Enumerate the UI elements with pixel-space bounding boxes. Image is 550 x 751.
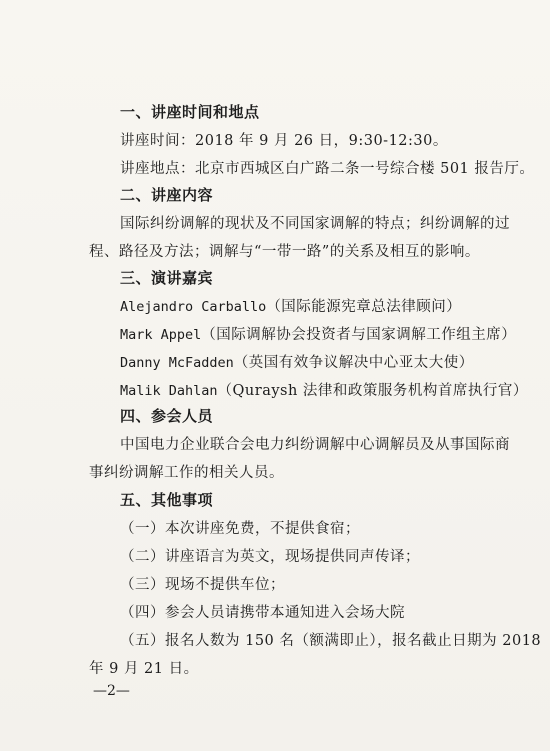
section-1-heading: 一、讲座时间和地点 — [120, 103, 260, 121]
section-2-heading: 二、讲座内容 — [120, 186, 214, 204]
speaker-role: （国际能源宪章总法律顾问） — [266, 299, 462, 315]
content-line-1: 国际纠纷调解的现状及不同国家调解的特点；纠纷调解的过 — [120, 216, 510, 232]
speaker-2 — [120, 323, 516, 344]
section-3-heading: 三、演讲嘉宾 — [120, 269, 214, 287]
speaker-role: （国际调解协会投资者与国家调解工作组主席） — [201, 327, 517, 343]
lecture-time: 讲座时间：2018 年 9 月 26 日，9:30-12:30。 — [120, 133, 448, 149]
speaker-name: Danny McFadden — [120, 355, 234, 371]
speaker-name: Alejandro Carballo — [120, 299, 267, 315]
other-item-1: （一）本次讲座免费，不提供食宿； — [120, 521, 360, 537]
other-item-2: （二）讲座语言为英文，现场提供同声传译； — [120, 549, 420, 565]
speaker-4 — [120, 379, 528, 400]
lecture-place: 讲座地点：北京市西城区白广路二条一号综合楼 501 报告厅。 — [120, 161, 535, 177]
speaker-role: （Quraysh 法律和政策服务机构首席执行官） — [217, 383, 528, 399]
other-item-3: （三）现场不提供车位； — [120, 577, 285, 593]
content-line-2: 程、路径及方法；调解与“一带一路”的关系及相互的影响。 — [89, 244, 480, 260]
other-item-5-continued: 年 9 月 21 日。 — [89, 661, 199, 677]
section-4-heading: 四、参会人员 — [120, 407, 214, 425]
other-item-5: （五）报名人数为 150 名（额满即止），报名截止日期为 2018 — [120, 633, 542, 649]
section-5-heading: 五、其他事项 — [120, 491, 214, 509]
speaker-role: （英国有效争议解决中心亚太大使） — [233, 355, 474, 371]
speaker-name: Mark Appel — [120, 327, 202, 343]
speaker-1 — [120, 295, 461, 316]
attendees-line-1: 中国电力企业联合会电力纠纷调解中心调解员及从事国际商 — [120, 437, 510, 453]
other-item-4: （四）参会人员请携带本通知进入会场大院 — [120, 605, 405, 621]
speaker-3 — [120, 351, 474, 372]
speaker-name: Malik Dahlan — [120, 383, 218, 399]
attendees-line-2: 事纠纷调解工作的相关人员。 — [89, 465, 284, 481]
page-number: —2— — [93, 683, 130, 699]
